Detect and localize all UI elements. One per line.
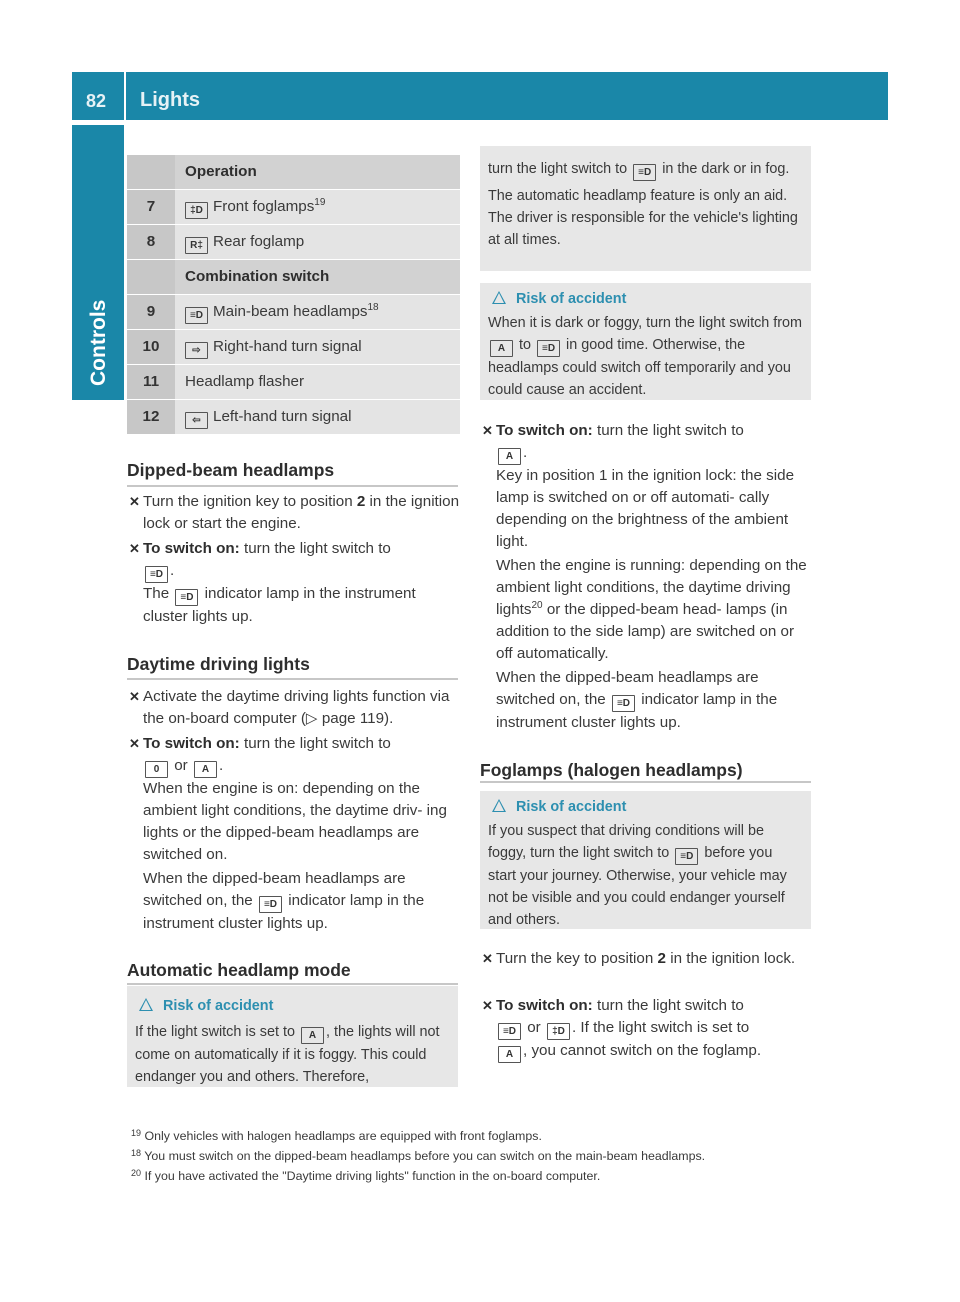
dipped-beam-icon: ≡D	[145, 566, 168, 583]
auto-icon: A	[194, 761, 217, 778]
heading-daytime: Daytime driving lights	[127, 654, 310, 674]
footnote-ref: 19	[314, 196, 326, 208]
row-label-cell	[175, 260, 460, 295]
item-text: Key in position 1 in the ignition lock: the side lamp is switched on or off automati- cally depending on the brightness of the ambient light.	[496, 467, 795, 550]
dipped-beam-icon: ≡D	[175, 589, 198, 606]
list-item	[482, 420, 814, 734]
list-item	[482, 995, 814, 1063]
page-number: 82	[86, 91, 107, 111]
item-text: When the dipped-beam headlamps are switched on, the ≡D indicator lamp in the instrument cluster lights up.	[143, 870, 425, 932]
warning-text: When it is dark or foggy, turn the light switch from A to ≡D in good time. Otherwise, the headlamps could switch off temporarily and you could cause an accident.	[488, 315, 803, 398]
warning-icon	[139, 998, 153, 1011]
table-row	[127, 400, 460, 435]
table-row	[127, 330, 460, 365]
list-item	[129, 538, 461, 628]
control-symbol-icon: ⇦	[185, 412, 208, 429]
bullet-arrow-icon: ✕	[482, 423, 493, 438]
dipped-beam-icon: ≡D	[612, 695, 635, 712]
row-label-cell	[175, 225, 460, 260]
row-label: Right-hand turn signal	[213, 337, 362, 355]
row-number: 9	[127, 295, 175, 330]
row-label-cell	[175, 155, 460, 190]
footnote-text: If you have activated the "Daytime driving lights" function in the on-board computer.	[144, 1169, 601, 1183]
control-symbol-icon: ⇨	[185, 342, 208, 359]
row-number: 8	[127, 225, 175, 260]
footnote-text: You must switch on the dipped-beam headlamps before you can switch on the main-beam headlamps.	[144, 1149, 706, 1163]
footnote-text: Only vehicles with halogen headlamps are equipped with front foglamps.	[144, 1129, 542, 1143]
row-number: 10	[127, 330, 175, 365]
row-number: 12	[127, 400, 175, 435]
row-label: Combination switch	[185, 268, 330, 285]
auto-icon: A	[498, 448, 521, 465]
bullet-arrow-icon: ✕	[129, 494, 140, 509]
row-number: 11	[127, 365, 175, 400]
list-item	[129, 686, 461, 730]
footnote	[131, 1166, 705, 1186]
warning-box	[480, 283, 811, 400]
row-number	[127, 260, 175, 295]
section-tab-label: Controls	[87, 299, 110, 386]
warning-text: If the light switch is set to A , the lights will not come on automatically if it is foggy. This could endanger you and others. Therefore,	[135, 1024, 440, 1085]
row-label-cell	[175, 330, 460, 365]
footnote-number: 20	[131, 1168, 142, 1178]
footnote-number: 19	[131, 1128, 142, 1138]
warning-icon	[492, 799, 506, 812]
warning-box	[127, 986, 458, 1087]
table-row	[127, 190, 460, 225]
dipped-beam-icon: ≡D	[498, 1023, 521, 1040]
warning-title: Risk of accident	[516, 291, 627, 307]
row-number	[127, 155, 175, 190]
bullet-arrow-icon: ✕	[129, 736, 140, 751]
row-label-cell	[175, 190, 460, 225]
auto-icon: A	[490, 340, 513, 357]
warning-box	[480, 791, 811, 929]
dipped-beam-icon: ≡D	[537, 340, 560, 357]
side-lamp-icon: 0	[145, 761, 168, 778]
item-text: Turn the key to position 2 in the ignition lock.	[496, 950, 796, 967]
table-header-row	[127, 260, 460, 295]
warning-icon	[492, 291, 506, 304]
item-text: To switch on: turn the light switch to A .	[496, 420, 814, 465]
footnote-number: 18	[131, 1148, 142, 1158]
heading-rule	[127, 983, 458, 985]
bullet-arrow-icon: ✕	[129, 541, 140, 556]
warning-text: turn the light switch to ≡D in the dark or in fog.	[488, 158, 803, 181]
row-label: Headlamp flasher	[185, 373, 305, 390]
header-divider	[124, 72, 126, 120]
heading-rule	[480, 781, 811, 783]
table-row	[127, 295, 460, 330]
item-text: When the engine is on: depending on the ambient light conditions, the daytime driv- ing lights or the dipped-beam headlamps are switched on.	[143, 780, 447, 863]
controls-table	[127, 155, 460, 435]
item-text: When the dipped-beam headlamps are switched on, the ≡D indicator lamp in the instrument cluster lights up.	[496, 669, 778, 731]
footnote-ref: 18	[367, 301, 379, 313]
bullet-arrow-icon: ✕	[482, 998, 493, 1013]
warning-text: If you suspect that driving conditions will be foggy, turn the light switch to ≡D before you start your journey. Otherwise, your vehicle may not be visible and you could endanger yourself and others.	[488, 823, 787, 928]
dipped-beam-icon: ≡D	[633, 164, 656, 181]
row-label: Front foglamps	[213, 197, 315, 215]
row-label-cell	[175, 365, 460, 400]
heading-auto: Automatic headlamp mode	[127, 960, 351, 980]
bullet-arrow-icon: ✕	[129, 689, 140, 704]
control-symbol-icon: ≡D	[185, 307, 208, 324]
auto-icon: A	[301, 1027, 324, 1044]
dipped-beam-icon: ≡D	[259, 896, 282, 913]
table-header-row	[127, 155, 460, 190]
warning-title: Risk of accident	[163, 998, 274, 1014]
heading-rule	[127, 678, 458, 680]
footnotes	[131, 1126, 705, 1186]
dipped-beam-icon: ≡D	[675, 848, 698, 865]
table-row	[127, 365, 460, 400]
list-item	[129, 491, 461, 535]
list-item	[482, 948, 814, 970]
bullet-arrow-icon: ✕	[482, 951, 493, 966]
item-text: Activate the daytime driving lights function via the on-board computer (▷ page 119).	[143, 688, 450, 727]
item-text: Turn the ignition key to position 2 in the ignition lock or start the engine.	[143, 493, 460, 532]
table-row	[127, 225, 460, 260]
control-symbol-icon: ‡D	[185, 202, 208, 219]
row-label: Main-beam headlamps	[213, 302, 368, 320]
row-label: Operation	[185, 163, 257, 180]
row-label-cell	[175, 400, 460, 435]
warning-box-continued	[480, 146, 811, 271]
heading-foglamps: Foglamps (halogen headlamps)	[480, 760, 743, 780]
item-text: To switch on: turn the light switch to 0 or A .	[143, 733, 461, 778]
footnote	[131, 1126, 705, 1146]
item-text: To switch on: turn the light switch to ≡D . The ≡D indicator lamp in the instrument cluster lights up.	[143, 540, 416, 625]
row-number: 7	[127, 190, 175, 225]
footnote	[131, 1146, 705, 1166]
control-symbol-icon: R‡	[185, 237, 208, 254]
heading-dipped-beam: Dipped-beam headlamps	[127, 460, 335, 480]
fog-lamp-icon: ‡D	[547, 1023, 570, 1040]
item-text: When the engine is running: depending on the ambient light conditions, the daytime driving lights$^{20}$ or the dipped-beam head- lamps (in addition to the side lamp) are switched on or off automatically.	[496, 557, 807, 662]
chapter-title: Lights	[140, 89, 200, 111]
row-label: Left-hand turn signal	[213, 407, 352, 425]
heading-rule	[127, 485, 458, 487]
auto-icon: A	[498, 1046, 521, 1063]
warning-text: The automatic headlamp feature is only an aid. The driver is responsible for the vehicle's lighting at all times.	[488, 188, 798, 248]
warning-title: Risk of accident	[516, 799, 627, 815]
list-item	[129, 733, 461, 935]
row-label: Rear foglamp	[213, 232, 305, 250]
row-label-cell	[175, 295, 460, 330]
item-text: To switch on: turn the light switch to ≡D or ‡D . If the light switch is set to A , you cannot switch on the foglamp.	[482, 995, 814, 1063]
